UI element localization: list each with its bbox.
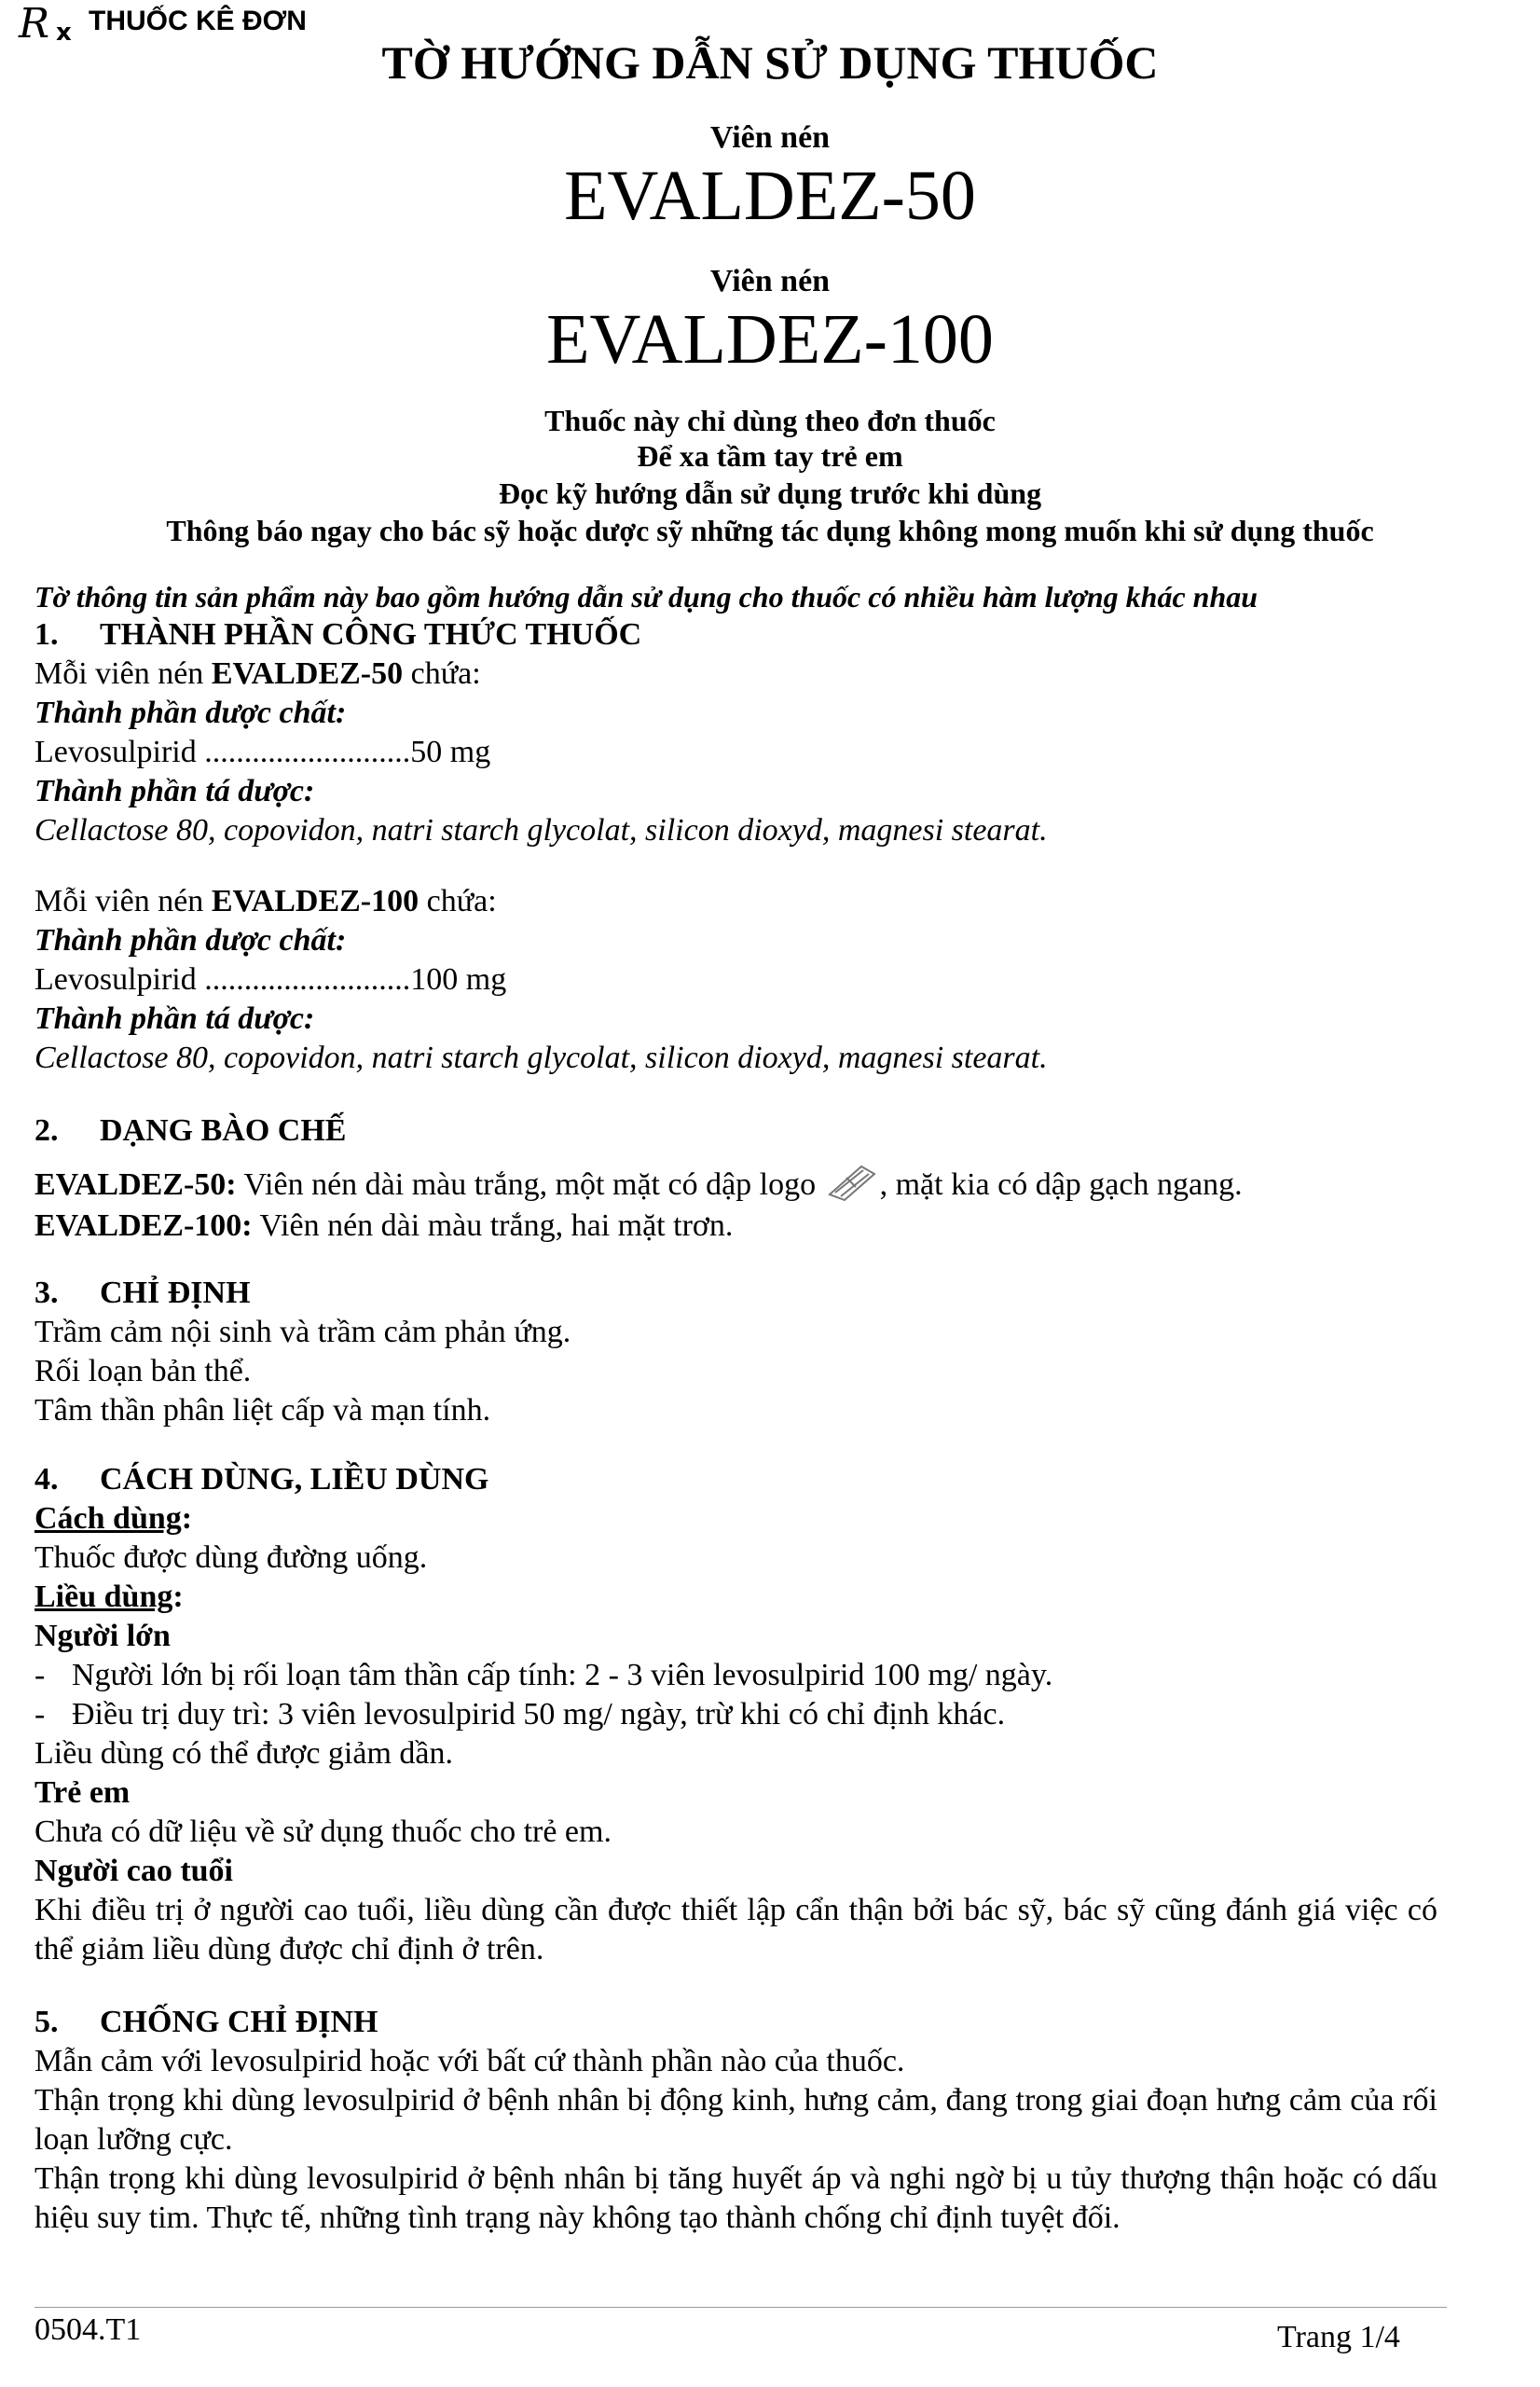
section-heading-contraindications <box>34 2003 378 2042</box>
section-title: DẠNG BÀO CHẾ <box>100 1113 347 1148</box>
prescription-label: THUỐC KÊ ĐƠN <box>89 6 307 36</box>
product-name-1: EVALDEZ-50 <box>564 157 976 235</box>
section-title: CÁCH DÙNG, LIỀU DÙNG <box>100 1462 489 1497</box>
warning-line: Thuốc này chỉ dùng theo đơn thuốc <box>544 404 996 437</box>
intro-note: Tờ thông tin sản phẩm này bao gồm hướng dẫn sử dụng cho thuốc có nhiều hàm lượng khác nhau <box>34 580 1258 614</box>
rx-symbol: R <box>19 0 50 48</box>
indication-item: Trầm cảm nội sinh và trầm cảm phản ứng. <box>34 1315 571 1349</box>
active-ingredient-label: Thành phần dược chất: <box>34 696 347 730</box>
text: Mỗi viên nén <box>34 884 212 918</box>
active-ingredient-50: Levosulpirid ..........................50 mg <box>34 735 491 769</box>
product-name: EVALDEZ-50 <box>211 656 404 691</box>
text: Viên nén dài màu trắng, hai mặt trơn. <box>252 1208 734 1243</box>
section-title: CHỐNG CHỈ ĐỊNH <box>100 2005 378 2039</box>
product-name-2: EVALDEZ-100 <box>546 300 994 379</box>
product-name: EVALDEZ-100 <box>211 884 419 918</box>
child-label: Trẻ em <box>34 1775 131 1810</box>
excipient-label: Thành phần tá dược: <box>34 774 315 808</box>
tablet-logo-icon <box>824 1159 880 1206</box>
product-label: EVALDEZ-100: <box>34 1208 253 1243</box>
rx-symbol-subscript: x <box>56 19 72 47</box>
elderly-label: Người cao tuổi <box>34 1854 233 1888</box>
active-ingredient-100: Levosulpirid ..........................100 mg <box>34 962 507 997</box>
warning-line: Đọc kỹ hướng dẫn sử dụng trước khi dùng <box>498 476 1042 510</box>
dosage-form-50 <box>34 1166 1243 1206</box>
contraindication-paragraph: Thận trọng khi dùng levosulpirid ở bệnh nhân bị tăng huyết áp và nghi ngờ bị u tủy thượng thận hoặc có dấu hiệu suy tim. Thực tế, những tình trạng này không tạo thành chống chỉ định tuyệt đối. <box>34 2161 1437 2235</box>
dose-label: Liều dùng: <box>34 1580 184 1614</box>
section-number: 4. <box>34 1462 59 1497</box>
product-form-2: Viên nén <box>709 264 831 298</box>
contraindication-paragraph: Thận trọng khi dùng levosulpirid ở bệnh nhân bị động kinh, hưng cảm, đang trong giai đoạn hưng cảm của rối loạn lưỡng cực. <box>34 2083 1437 2157</box>
composition-intro-50 <box>34 655 481 694</box>
text: chứa: <box>419 884 497 918</box>
contraindication-paragraph: Mẫn cảm với levosulpirid hoặc với bất cứ thành phần nào của thuốc. <box>34 2044 905 2078</box>
text: Điều trị duy trì: 3 viên levosulpirid 50 mg/ ngày, trừ khi có chỉ định khác. <box>72 1697 1006 1732</box>
adult-dose-item: - Người lớn bị rối loạn tâm thần cấp tính: 2 - 3 viên levosulpirid 100 mg/ ngày. <box>34 1658 1053 1692</box>
section-number: 2. <box>34 1113 59 1148</box>
indication-item: Rối loạn bản thể. <box>34 1354 252 1388</box>
section-title: CHỈ ĐỊNH <box>100 1276 251 1310</box>
page-number: Trang 1/4 <box>1277 2320 1400 2354</box>
section-heading-dosage <box>34 1460 488 1499</box>
excipients-50: Cellactose 80, copovidon, natri starch glycolat, silicon dioxyd, magnesi stearat. <box>34 813 1048 848</box>
section-number: 5. <box>34 2005 59 2039</box>
text: Viên nén dài màu trắng, một mặt có dập logo <box>236 1167 824 1202</box>
warning-line: Thông báo ngay cho bác sỹ hoặc dược sỹ những tác dụng không mong muốn khi sử dụng thuốc <box>166 514 1374 547</box>
footer-divider <box>34 2307 1447 2308</box>
document-code: 0504.T1 <box>34 2312 142 2347</box>
section-heading-indications <box>34 1274 251 1313</box>
section-title: THÀNH PHẦN CÔNG THỨC THUỐC <box>100 617 642 652</box>
adult-dose-item: - Điều trị duy trì: 3 viên levosulpirid 50 mg/ ngày, trừ khi có chỉ định khác. <box>34 1697 1006 1732</box>
usage-label: Cách dùng: <box>34 1501 193 1536</box>
dosage-form-100 <box>34 1207 733 1246</box>
text: Mỗi viên nén <box>34 656 212 691</box>
text: chứa: <box>403 656 481 691</box>
active-ingredient-label: Thành phần dược chất: <box>34 923 347 958</box>
section-number: 3. <box>34 1276 59 1310</box>
text: Cách dùng <box>34 1501 182 1536</box>
section-heading-composition <box>34 615 641 655</box>
elderly-text: Khi điều trị ở người cao tuổi, liều dùng cần được thiết lập cẩn thận bởi bác sỹ, bác sỹ cũng đánh giá việc có thể giảm liều dùng được chỉ định ở trên. <box>34 1893 1437 1966</box>
indication-item: Tâm thần phân liệt cấp và mạn tính. <box>34 1393 491 1428</box>
adult-dose-note: Liều dùng có thể được giảm dần. <box>34 1736 454 1771</box>
text: Người lớn bị rối loạn tâm thần cấp tính: 2 - 3 viên levosulpirid 100 mg/ ngày. <box>72 1658 1053 1692</box>
product-label: EVALDEZ-50: <box>34 1167 237 1202</box>
adult-label: Người lớn <box>34 1619 171 1653</box>
document-title: TỜ HƯỚNG DẪN SỬ DỤNG THUỐC <box>381 36 1159 89</box>
excipient-label: Thành phần tá dược: <box>34 1001 315 1036</box>
excipients-100: Cellactose 80, copovidon, natri starch glycolat, silicon dioxyd, magnesi stearat. <box>34 1041 1048 1075</box>
section-heading-dosage-form <box>34 1111 346 1151</box>
composition-intro-100 <box>34 882 497 921</box>
child-text: Chưa có dữ liệu về sử dụng thuốc cho trẻ em. <box>34 1814 612 1849</box>
text: Liều dùng <box>34 1580 173 1614</box>
text: , mặt kia có dập gạch ngang. <box>879 1167 1243 1202</box>
usage-text: Thuốc được dùng đường uống. <box>34 1540 428 1575</box>
warning-line: Để xa tầm tay trẻ em <box>637 439 903 473</box>
section-number: 1. <box>34 617 59 652</box>
product-form-1: Viên nén <box>709 120 831 155</box>
